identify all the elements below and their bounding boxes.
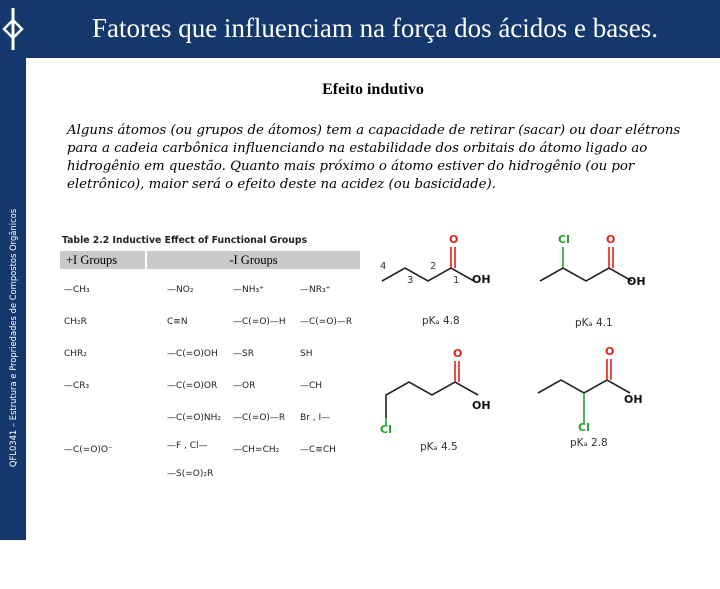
- minus-group: —SR: [233, 349, 254, 359]
- carbon-number: 3: [407, 275, 414, 286]
- oxygen-label: O: [453, 347, 463, 360]
- minus-group: Br , I—: [300, 413, 331, 423]
- slide-title: Fatores que influenciam na força dos ácidos e bases.: [91, 13, 659, 43]
- chlorine-label: Cl: [380, 423, 392, 436]
- minus-group: —NH₃⁺: [233, 285, 264, 295]
- plus-i-header: [60, 251, 145, 269]
- oxygen-label: O: [449, 233, 459, 246]
- minus-group: —C(=O)—R: [233, 413, 286, 423]
- oxygen-label: O: [605, 345, 615, 358]
- sidebar: [0, 58, 26, 589]
- pka-value: pKₐ 2.8: [570, 437, 608, 449]
- minus-i-header-label: -I Groups: [229, 252, 278, 267]
- hydroxyl-label: OH: [472, 273, 491, 286]
- inductive-effect-table: [60, 233, 365, 479]
- hydroxyl-label: OH: [624, 393, 643, 406]
- molecule-3-chlorobutanoic-acid: [540, 247, 632, 281]
- table-caption: Table 2.2 Inductive Effect of Functional Groups: [62, 235, 308, 246]
- molecule-butanoic-acid: [382, 247, 474, 281]
- minus-group: —OR: [233, 381, 256, 391]
- carbon-number: 2: [430, 261, 437, 272]
- minus-group: SH: [300, 349, 313, 359]
- hydroxyl-label: OH: [627, 275, 646, 288]
- minus-group: —CH=CH₂: [233, 445, 280, 455]
- carbon-number: 4: [380, 261, 387, 272]
- skeletal-structures-svg: [370, 233, 670, 473]
- chlorine-label: Cl: [558, 233, 570, 246]
- course-name: QFL0341 – Estrutura e Propriedades de Compostos Orgânicos: [8, 208, 18, 468]
- minus-group: C≡N: [167, 317, 188, 327]
- minus-group: —CH: [300, 381, 323, 391]
- minus-group: —C≡CH: [300, 445, 336, 455]
- oxygen-label: O: [606, 233, 616, 246]
- phi-logo-icon: [0, 0, 26, 58]
- plus-i-header-label: +I Groups: [66, 252, 118, 267]
- molecule-4-chlorobutanoic-acid: [386, 361, 478, 425]
- minus-group: —C(=O)OR: [167, 381, 218, 391]
- acid-structures: [370, 233, 670, 473]
- minus-group: —C(=O)OH: [167, 349, 218, 359]
- pka-value: pKₐ 4.5: [420, 441, 458, 453]
- plus-group: —C(=O)O⁻: [64, 445, 113, 455]
- pka-value: pKₐ 4.8: [422, 315, 460, 327]
- plus-group: CHR₂: [64, 349, 87, 359]
- minus-group: —C(=O)—R: [300, 317, 353, 327]
- plus-group: —CH₃: [64, 285, 90, 295]
- plus-group: CH₂R: [64, 317, 87, 327]
- molecule-2-chlorobutanoic-acid: [538, 359, 630, 423]
- section-subtitle: Efeito indutivo: [322, 81, 424, 98]
- page-number: 24: [8, 581, 18, 589]
- minus-i-header: [147, 251, 360, 269]
- minus-group: —C(=O)—H: [233, 317, 286, 327]
- hydroxyl-label: OH: [472, 399, 491, 412]
- carbon-number: 1: [453, 275, 460, 286]
- minus-group: —NR₃⁺: [300, 285, 331, 295]
- minus-group: —C(=O)NH₂: [167, 413, 222, 423]
- chlorine-label: Cl: [578, 421, 590, 434]
- pka-value: pKₐ 4.1: [575, 317, 613, 329]
- minus-group: —F , Cl—: [167, 441, 208, 451]
- body-paragraph: Alguns átomos (ou grupos de átomos) tem a capacidade de retirar (sacar) ou doar elétrons para a cadeia carbônica influenciando na estabilidade dos orbitais do átomo ligado ao hidrogênio em questão. Quanto mais próximo o átomo estiver do hidrogênio (ou por eletrônico), maior será o efeito deste na acidez (ou basicidade).: [67, 123, 681, 192]
- title-bar: [0, 0, 720, 58]
- plus-group: —CR₃: [64, 381, 90, 391]
- minus-group: —S(=O)₂R: [167, 469, 214, 479]
- minus-group: —NO₂: [167, 285, 194, 295]
